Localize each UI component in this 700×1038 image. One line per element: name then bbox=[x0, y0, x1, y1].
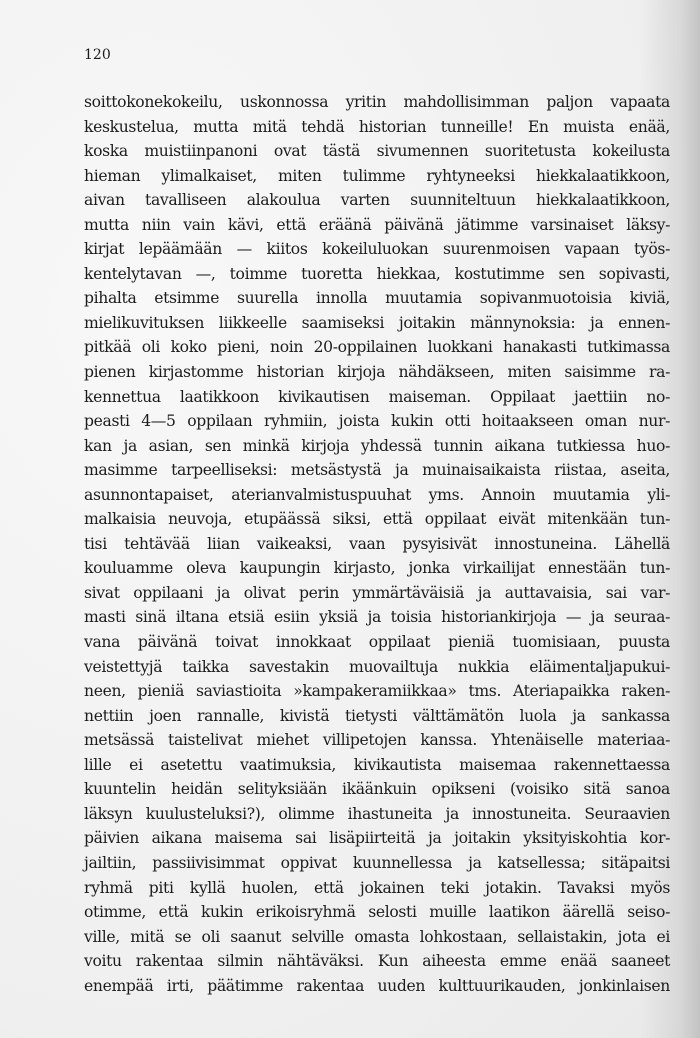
text-line: kuuntelin heidän selityksiään ikäänkuin opikseni (voisiko sitä sanoa bbox=[84, 780, 670, 799]
text-line: kan ja asian, sen minkä kirjoja yhdessä tunnin aikana tutkiessa huo- bbox=[84, 436, 670, 455]
text-line: läksyn kuulusteluksi?), olimme ihastuneita ja innostuneita. Seuraavien bbox=[84, 804, 670, 823]
text-line: pihalta etsimme suurella innolla muutamia sopivanmuotoisia kiviä, bbox=[84, 289, 670, 308]
page-number: 120 bbox=[84, 47, 111, 63]
text-line: kirjat lepäämään — kiitos kokeiluluokan suurenmoisen vapaan työs- bbox=[84, 240, 670, 259]
text-line: mielikuvituksen liikkeelle saamiseksi joitakin männynoksia: ja ennen- bbox=[84, 313, 670, 332]
text-line: masimme tarpeelliseksi: metsästystä ja muinaisaikaista riistaa, aseita, bbox=[84, 461, 670, 480]
text-line: voitu rakentaa silmin nähtäväksi. Kun aiheesta emme enää saaneet bbox=[84, 952, 670, 971]
text-line: metsässä taistelivat miehet villipetojen kanssa. Yhtenäiselle materiaa- bbox=[84, 731, 670, 750]
text-line: mutta niin vain kävi, että eräänä päivänä jätimme varsinaiset läksy- bbox=[84, 215, 670, 234]
text-line: soittokonekokeilu, uskonnossa yritin mahdollisimman paljon vapaata bbox=[84, 93, 670, 111]
text-line: koska muistiinpanoni ovat tästä sivumennen suoritetusta kokeilusta bbox=[84, 142, 670, 161]
text-line: hieman ylimalkaiset, miten tulimme ryhtyneeksi hiekkalaatikkoon, bbox=[84, 166, 670, 185]
text-line: veistettyjä taikka savestakin muovailtuja nukkia eläimentaljapukui- bbox=[84, 657, 670, 676]
text-line: sivat oppilaani ja olivat perin ymmärtäväisiä ja auttavaisia, sai var- bbox=[84, 583, 670, 602]
text-line: kouluamme oleva kaupungin kirjasto, jonka virkailijat ennestään tun- bbox=[84, 559, 670, 578]
text-line: jailtiin, passiivisimmat oppivat kuunnellessa ja katsellessa; sitäpaitsi bbox=[84, 853, 670, 872]
text-line: enempää irti, päätimme rakentaa uuden kulttuurikauden, jonkinlaisen bbox=[84, 976, 670, 995]
text-line: vana päivänä toivat innokkaat oppilaat pieniä tuomisiaan, puusta bbox=[84, 633, 670, 652]
text-line: ville, mitä se oli saanut selville omasta lohkostaan, sellaistakin, jota ei bbox=[84, 927, 670, 946]
text-line: masti sinä iltana etsiä esiin yksiä ja toisia historiankirjoja — ja seuraa- bbox=[84, 608, 670, 627]
text-line: kennettua laatikkoon kivikautisen maiseman. Oppilaat jaettiin no- bbox=[84, 387, 670, 406]
text-line: keskustelua, mutta mitä tehdä historian tunneille! En muista enää, bbox=[84, 117, 670, 136]
text-line: ryhmä piti kyllä huolen, että jokainen teki jotakin. Tavaksi myös bbox=[84, 878, 670, 897]
text-line: asunnontapaiset, aterianvalmistuspuuhat yms. Annoin muutamia yli- bbox=[84, 485, 670, 504]
text-line: otimme, että kukin erikoisryhmä selosti muille laatikon äärellä seiso- bbox=[84, 903, 670, 922]
text-line: peasti 4—5 oppilaan ryhmiin, joista kukin otti hoitaakseen oman nur- bbox=[84, 412, 670, 431]
text-line: kentelytavan —, toimme tuoretta hiekkaa, kostutimme sen sopivasti, bbox=[84, 264, 670, 283]
text-line: lille ei asetettu vaatimuksia, kivikautista maisemaa rakennettaessa bbox=[84, 755, 670, 774]
body-text bbox=[84, 90, 670, 998]
text-line: pienen kirjastomme historian kirjoja nähdäkseen, miten saisimme ra- bbox=[84, 363, 670, 382]
text-line: tisi tehtävää liian vaikeaksi, vaan pysyisivät innostuneina. Lähellä bbox=[84, 534, 670, 553]
text-line: pitkää oli koko pieni, noin 20-oppilainen luokkani hanakasti tutkimassa bbox=[84, 338, 670, 357]
text-line: päivien aikana maisema sai lisäpiirteitä ja joitakin yksityiskohtia kor- bbox=[84, 829, 670, 848]
text-line: neen, pieniä saviastioita »kampakeramiikkaa» tms. Ateriapaikka raken- bbox=[84, 682, 670, 701]
text-line: aivan tavalliseen alakoulua varten suunniteltuun hiekkalaatikkoon, bbox=[84, 191, 670, 210]
text-line: nettiin joen rannalle, kivistä tietysti välttämätön luola ja sankassa bbox=[84, 706, 670, 725]
text-line: malkaisia neuvoja, etupäässä siksi, että oppilaat eivät mitenkään tun- bbox=[84, 510, 670, 529]
